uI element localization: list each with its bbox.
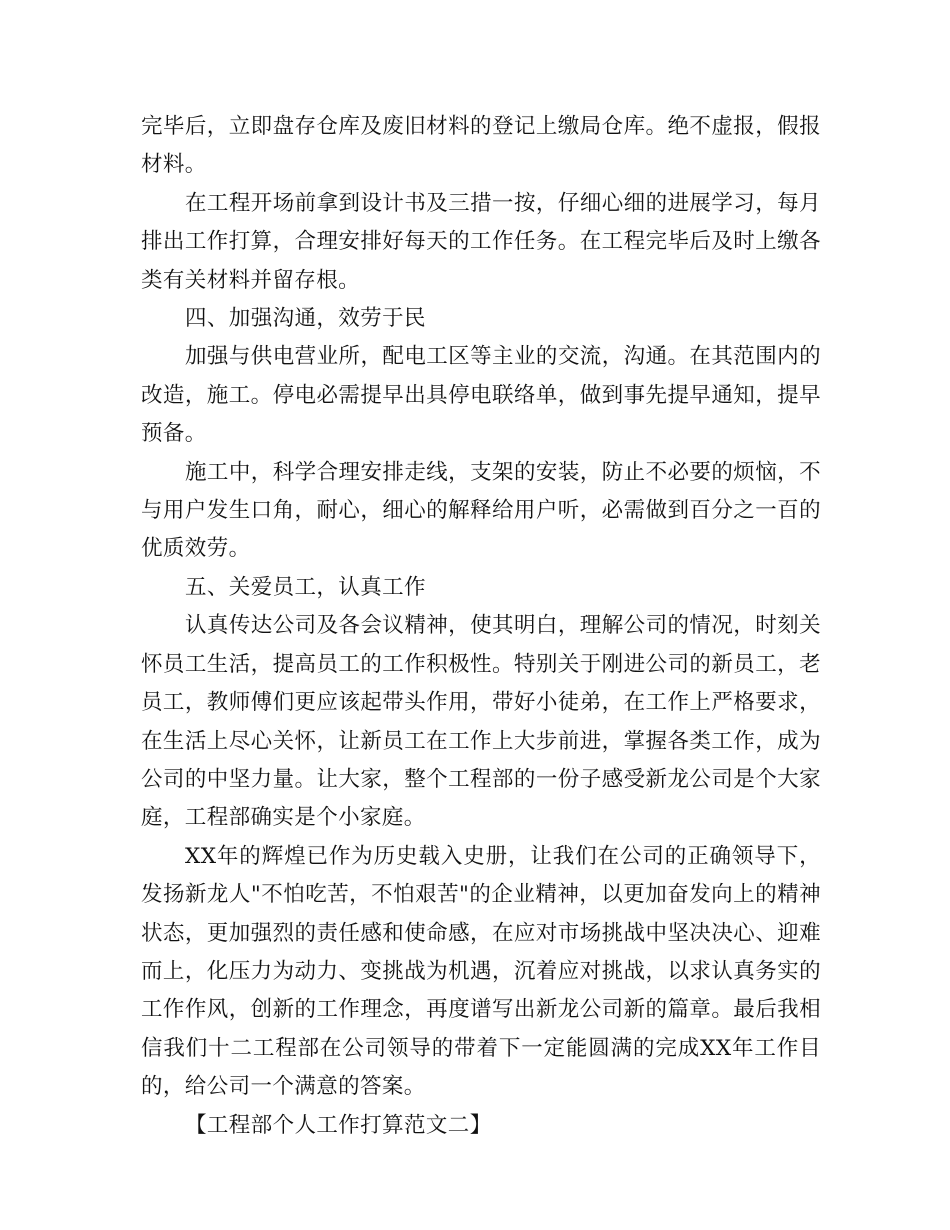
paragraph-conclusion: XX年的辉煌已作为历史载入史册，让我们在公司的正确领导下，发扬新龙人"不怕吃苦，不怕艰苦"的企业精神，以更加奋发向上的精神状态，更加强烈的责任感和使命感，在应对市场挑战中坚决决心、迎难而上，化压力为动力、变挑战为机遇，沉着应对挑战，以求认真务实的工作作风，创新的工作理念，再度谱写出新龙公司新的篇章。最后我相信我们十二工程部在公司领导的带着下一定能圆满的完成XX年工作目的，给公司一个满意的答案。: [141, 843, 821, 1100]
paragraph-continuation: 完毕后，立即盘存仓库及废旧材料的登记上缴局仓库。绝不虚报，假报材料。: [141, 114, 821, 178]
paragraph-design-study: 在工程开场前拿到设计书及三措一按，仔细心细的进展学习，每月排出工作打算，合理安排好每天的工作任务。在工程完毕后及时上缴各类有关材料并留存根。: [141, 190, 821, 293]
section-heading-care-employees: 五、关爱员工，认真工作: [185, 574, 426, 600]
section-heading-communication: 四、加强沟通，效劳于民: [185, 306, 426, 332]
section-heading-sample-two: 【工程部个人工作打算范文二】: [185, 1112, 492, 1138]
document-body: [141, 108, 821, 1145]
paragraph-communication: 加强与供电营业所，配电工区等主业的交流，沟通。在其范围内的改造，施工。停电必需提早出具停电联络单，做到事先提早通知，提早预备。: [141, 344, 821, 447]
paragraph-care-employees: 认真传达公司及各会议精神，使其明白，理解公司的情况，时刻关怀员工生活，提高员工的工作积极性。特别关于刚进公司的新员工，老员工，教师傅们更应该起带头作用，带好小徒弟，在工作上严格要求，在生活上尽心关怀，让新员工在工作上大步前进，掌握各类工作，成为公司的中坚力量。让大家，整个工程部的一份子感受新龙公司是个大家庭，工程部确实是个小家庭。: [141, 613, 821, 831]
paragraph-construction: 施工中，科学合理安排走线，支架的安装，防止不必要的烦恼，不与用户发生口角，耐心，细心的解释给用户听，必需做到百分之一百的优质效劳。: [141, 459, 821, 562]
